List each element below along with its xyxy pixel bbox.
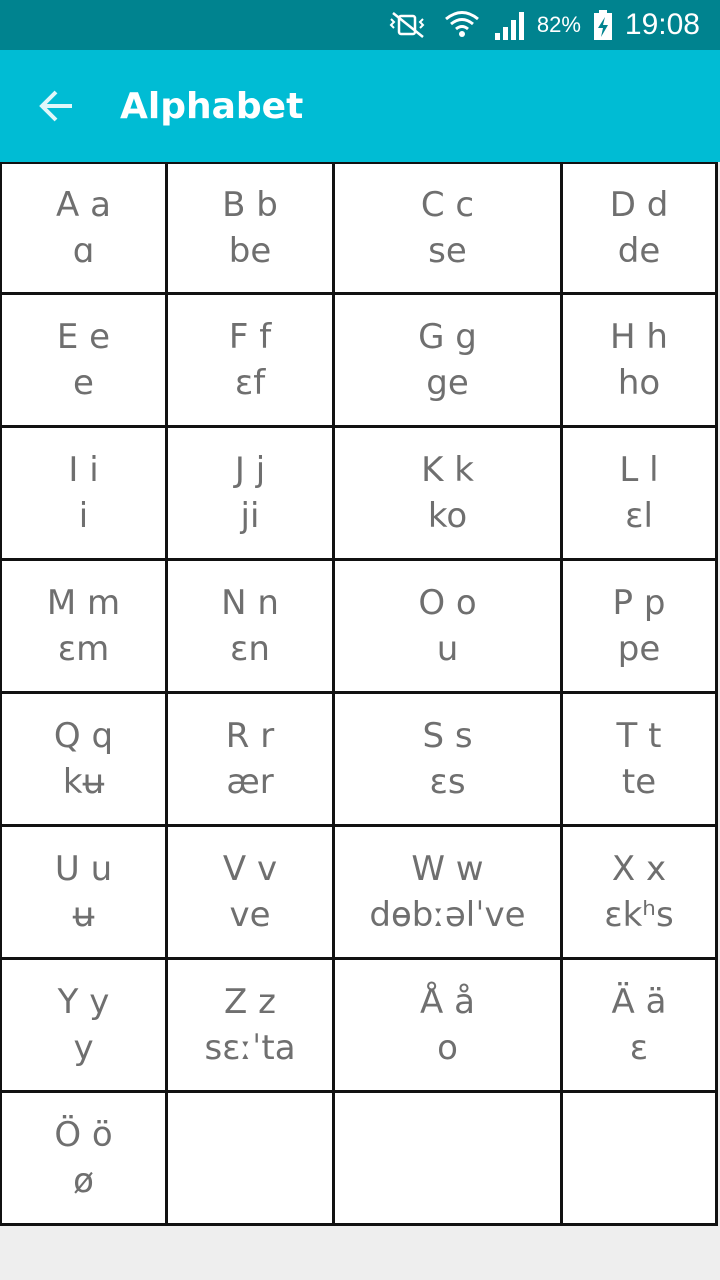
pronunciation-label: ko xyxy=(427,496,468,536)
letter-label: K k xyxy=(421,450,474,490)
status-bar xyxy=(0,0,720,50)
pronunciation-label: ʉ xyxy=(72,895,95,935)
pronunciation-label: ɛn xyxy=(230,629,270,669)
letter-label: W w xyxy=(411,849,484,889)
letter-cell[interactable] xyxy=(563,295,718,428)
pronunciation-label: de xyxy=(617,231,661,271)
letter-cell[interactable] xyxy=(0,694,168,827)
pronunciation-label: se xyxy=(428,231,467,271)
letter-cell xyxy=(335,1093,563,1226)
letter-label: L l xyxy=(619,450,659,490)
letter-label: O o xyxy=(418,583,477,623)
letter-cell[interactable] xyxy=(0,827,168,960)
pronunciation-label: ɛl xyxy=(625,496,653,536)
signal-icon xyxy=(493,9,529,41)
letter-label: S s xyxy=(422,716,473,756)
arrow-left-icon xyxy=(36,86,76,126)
letter-cell[interactable] xyxy=(168,694,335,827)
letter-cell xyxy=(563,1093,718,1226)
letter-label: Z z xyxy=(224,982,276,1022)
letter-label: X x xyxy=(611,849,667,889)
letter-label: Q q xyxy=(53,716,114,756)
clock: 19:08 xyxy=(624,8,700,41)
letter-label: M m xyxy=(46,583,121,623)
wifi-icon xyxy=(443,9,481,41)
letter-label: N n xyxy=(221,583,279,623)
letter-cell[interactable] xyxy=(563,561,718,694)
pronunciation-label: pe xyxy=(617,629,661,669)
letter-label: G g xyxy=(418,317,477,357)
letter-label: V v xyxy=(222,849,278,889)
letter-cell[interactable] xyxy=(0,1093,168,1226)
letter-cell[interactable] xyxy=(335,295,563,428)
pronunciation-label: e xyxy=(73,363,94,403)
letter-label: Å å xyxy=(420,982,475,1022)
letter-cell[interactable] xyxy=(335,694,563,827)
letter-label: A a xyxy=(56,185,111,225)
letter-cell[interactable] xyxy=(563,694,718,827)
letter-cell[interactable] xyxy=(335,428,563,561)
letter-label: Ö ö xyxy=(54,1115,113,1155)
pronunciation-label: ɛkʰs xyxy=(604,895,674,935)
letter-label: B b xyxy=(222,185,278,225)
letter-label: R r xyxy=(225,716,275,756)
pronunciation-label: be xyxy=(228,231,272,271)
letter-label: T t xyxy=(616,716,662,756)
letter-cell[interactable] xyxy=(563,827,718,960)
alphabet-grid xyxy=(0,162,718,1226)
letter-cell[interactable] xyxy=(335,561,563,694)
pronunciation-label: ve xyxy=(229,895,271,935)
pronunciation-label: ø xyxy=(73,1161,94,1201)
pronunciation-label: u xyxy=(436,629,459,669)
letter-label: C c xyxy=(420,185,475,225)
letter-cell[interactable] xyxy=(0,295,168,428)
back-button[interactable] xyxy=(28,78,84,134)
battery-charging-icon xyxy=(593,9,613,41)
pronunciation-label: o xyxy=(437,1028,458,1068)
letter-cell[interactable] xyxy=(563,960,718,1093)
pronunciation-label: ær xyxy=(226,762,274,802)
letter-cell[interactable] xyxy=(563,428,718,561)
mute-vibrate-icon xyxy=(385,10,431,40)
pronunciation-label: te xyxy=(621,762,657,802)
letter-label: U u xyxy=(54,849,113,889)
letter-cell[interactable] xyxy=(335,827,563,960)
letter-cell[interactable] xyxy=(335,960,563,1093)
letter-label: E e xyxy=(56,317,111,357)
pronunciation-label: ɛ xyxy=(629,1028,649,1068)
pronunciation-label: sɛːˈta xyxy=(204,1028,296,1068)
pronunciation-label: ho xyxy=(617,363,661,403)
letter-cell[interactable] xyxy=(335,162,563,295)
pronunciation-label: i xyxy=(78,496,89,536)
pronunciation-label: ge xyxy=(426,363,469,403)
letter-cell[interactable] xyxy=(168,428,335,561)
letter-label: Ä ä xyxy=(611,982,667,1022)
pronunciation-label: ɛf xyxy=(234,363,266,403)
pronunciation-label: kʉ xyxy=(62,762,105,802)
letter-cell[interactable] xyxy=(168,561,335,694)
letter-cell xyxy=(168,1093,335,1226)
letter-label: H h xyxy=(610,317,668,357)
pronunciation-label: dɵbːəlˈve xyxy=(369,895,526,935)
pronunciation-label: ji xyxy=(240,496,260,536)
letter-label: P p xyxy=(612,583,666,623)
letter-cell[interactable] xyxy=(0,162,168,295)
letter-cell[interactable] xyxy=(0,960,168,1093)
letter-cell[interactable] xyxy=(168,162,335,295)
letter-cell[interactable] xyxy=(168,827,335,960)
pronunciation-label: ɛm xyxy=(57,629,110,669)
letter-cell[interactable] xyxy=(0,428,168,561)
letter-label: D d xyxy=(609,185,669,225)
letter-label: Y y xyxy=(57,982,110,1022)
letter-label: J j xyxy=(234,450,266,490)
app-bar xyxy=(0,50,720,162)
letter-cell[interactable] xyxy=(0,561,168,694)
letter-cell[interactable] xyxy=(563,162,718,295)
letter-cell[interactable] xyxy=(168,295,335,428)
letter-label: I i xyxy=(68,450,99,490)
pronunciation-label: ɑ xyxy=(72,231,95,271)
letter-label: F f xyxy=(228,317,272,357)
letter-cell[interactable] xyxy=(168,960,335,1093)
pronunciation-label: ɛs xyxy=(429,762,466,802)
battery-percent: 82% xyxy=(536,12,581,37)
pronunciation-label: y xyxy=(73,1028,94,1068)
page-title: Alphabet xyxy=(120,85,304,127)
